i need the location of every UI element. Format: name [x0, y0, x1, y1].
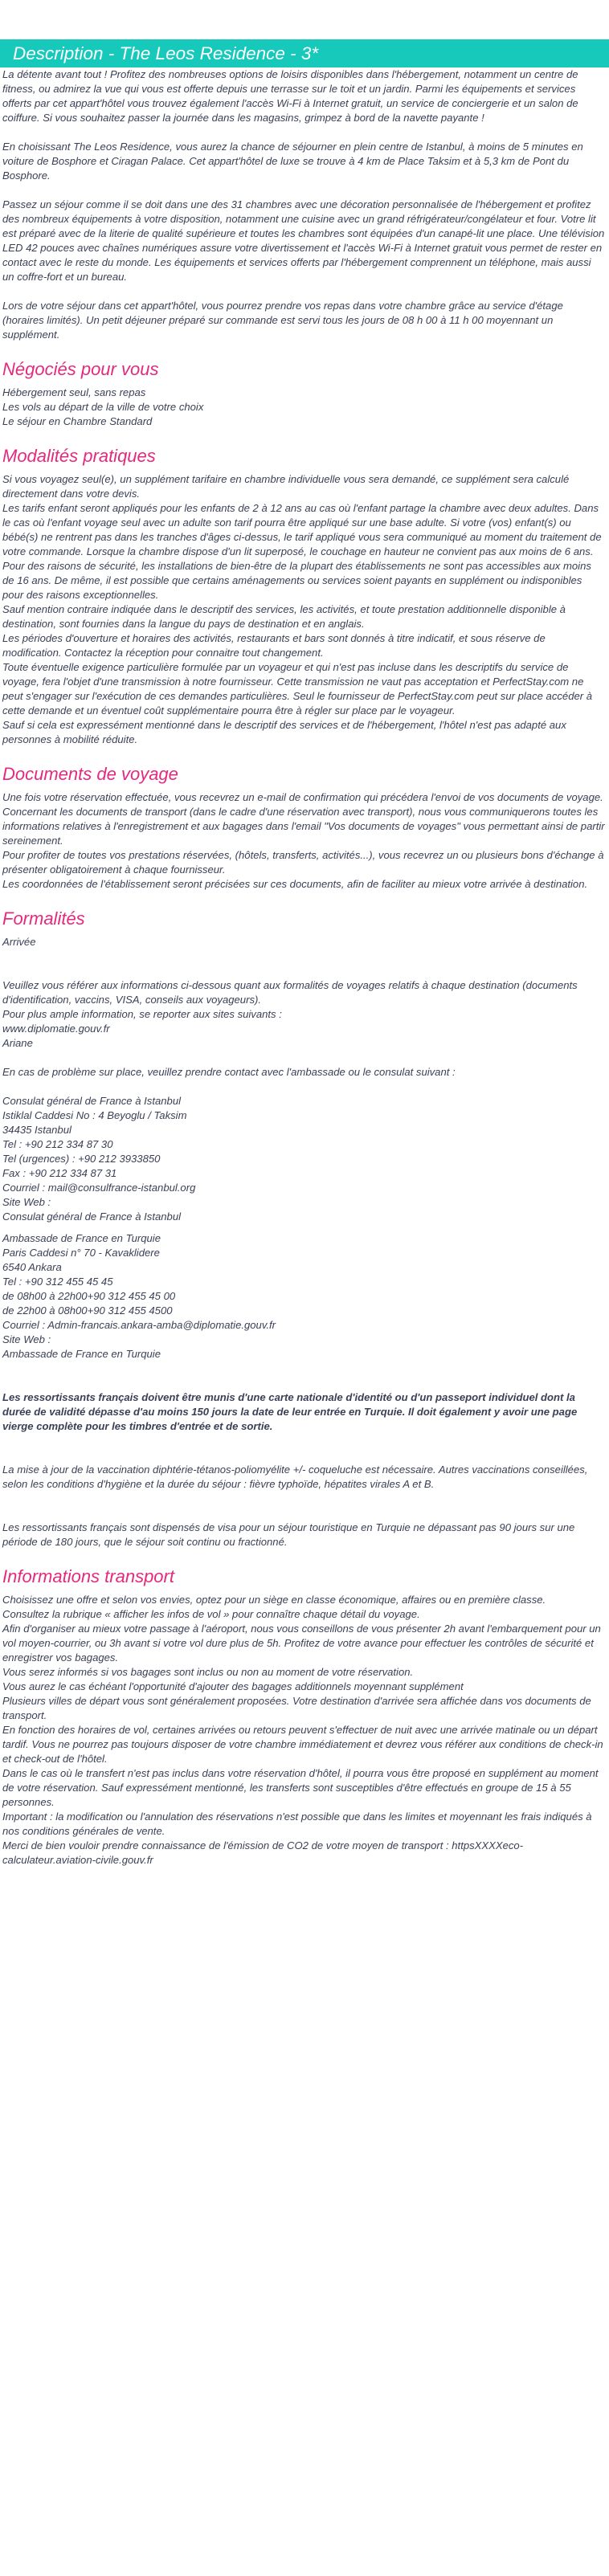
formalites-refer: Veuillez vous référer aux informations ci-dessous quant aux formalités de voyages relatifs à chaque destination (documents d'identification, vaccins, VISA, conseils aux voyageurs). Pour plus ample information, se reporter aux sites suivants : www.diplomatie.gouv.fr Ariane: [2, 979, 578, 1049]
consulat-block: Consulat général de France à Istanbul Istiklal Caddesi No : 4 Beyoglu / Taksim 34435 Istanbul Tel : +90 212 334 87 30 Tel (urgences) : +90 212 3933850 Fax : +90 212 334 87 31 Courriel : mail@consulfrance-istanbul.org Site Web : Consulat général de France à Istanbul: [2, 1095, 196, 1223]
transport-text: Choisissez une offre et selon vos envies, optez pour un siège en classe économique, affaires ou en première classe. Consultez la rubrique « afficher les infos de vol » pour connaître chaque détail du voyage. Afin d'organiser au mieux votre passage à l'aéroport, nous vous conseillons de vous présenter 2h avant l'embarquement pour un vol moyen-courrier, ou 3h avant si votre vol dure plus de 5h. Profitez de votre avance pour effectuer les contrôles de sécurité et enregistrer vos bagages. Vous serez informés si vos bagages sont inclus ou non au moment de votre réservation. Vous aurez le cas échéant l'opportunité d'ajouter des bagages additionnels moyennant supplément Plusieurs villes de départ vous sont généralement proposées. Votre destination d'arrivée sera affichée dans vos documents de transport. En fonction des horaires de vol, certaines arrivées ou retours peuvent s'effectuer de nuit avec une arrivée matinale ou un départ tardif. Vous ne pourrez pas toujours disposer de votre chambre immédiatement et devrez vous référer aux conditions de check-in et check-out de l'hôtel. Dans le cas où le transfert n'est pas inclus dans votre réservation d'hôtel, il pourra vous être proposé en supplément au moment de votre réservation. Sauf expressément mentionné, les transferts sont susceptibles d'être effectués en groupe de 15 à 55 personnes. Important : la modification ou l'annulation des réservations n'est possible que dans les limites et moyennant les frais indiqués à nos conditions générales de vente. Merci de bien vouloir prendre connaissance de l'émission de CO2 de votre moyen de transport : httpsXXXXeco-calculateur.aviation-civile.gouv.fr: [2, 1594, 603, 1866]
formalites-arrivee: Arrivée: [2, 936, 36, 948]
description-paragraph-3: Passez un séjour comme il se doit dans une des 31 chambres avec une décoration personnalisée de l'hébergement et profitez des nombreux équipements à votre disposition, notamment une cuisine avec un grand réfrigérateur/congélateur et four. Votre lit est préparé avec de la literie de qualité supérieure et toutes les chambres sont équipées d'un canapé-lit une place. Une télévision LED 42 pouces avec chaînes numériques assure votre divertissement et l'accès Wi-Fi à Internet gratuit vous permet de rester en contact avec le reste du monde. Les équipements et services offerts par l'hébergement comprennent un téléphone, mais aussi un coffre-fort et un bureau.: [2, 198, 605, 283]
description-content: [0, 67, 609, 1868]
description-paragraph-1: La détente avant tout ! Profitez des nombreuses options de loisirs disponibles dans l'hébergement, notamment un centre de fitness, ou admirez la vue qui vous est offerte depuis une terrasse sur le toit et un jardin. Parmi les équipements et services offerts par cet appart'hôtel vous trouvez également l'accès Wi-Fi à Internet gratuit, un service de conciergerie et un salon de coiffure. Si vous souhaitez passer la journée dans les magasins, grimpez à bord de la navette payante !: [2, 68, 578, 124]
documents-text: Une fois votre réservation effectuée, vous recevrez un e-mail de confirmation qui précédera l'envoi de vos documents de voyage. Concernant les documents de transport (dans le cadre d'une réservation avec transport), nous vous communiquerons toutes les informations relatives à l'enregistrement et aux bagages dans l'email "Vos documents de voyages" vous permettant ainsi de partir sereinement. Pour profiter de toutes vos prestations réservées, (hôtels, transferts, activités...), vous recevrez un ou plusieurs bons d'échange à présenter obligatoirement à chaque fournisseur. Les coordonnées de l'établissement seront précisées sur ces documents, afin de faciliter au mieux votre arrivée à destination.: [2, 791, 605, 890]
negocies-item: Le séjour en Chambre Standard: [2, 415, 153, 427]
page-title: Description - The Leos Residence - 3*: [0, 39, 609, 67]
transport-heading: Informations transport: [2, 1566, 174, 1586]
formalites-vaccination: La mise à jour de la vaccination diphtérie-tétanos-poliomyélite +/- coqueluche est nécessaire. Autres vaccinations conseillées, selon les conditions d'hygiène et la durée du séjour : fièvre typhoïde, hépatites virales A et B.: [2, 1464, 588, 1490]
formalites-probleme: En cas de problème sur place, veuillez prendre contact avec l'ambassade ou le consulat suivant :: [2, 1066, 456, 1078]
ambassade-block: Ambassade de France en Turquie Paris Caddesi n° 70 - Kavaklidere 6540 Ankara Tel : +90 312 455 45 45 de 08h00 à 22h00+90 312 455 45 00 de 22h00 à 08h00+90 312 455 4500 Courriel : Admin-francais.ankara-amba@diplomatie.gouv.fr Site Web : Ambassade de France en Turquie: [2, 1232, 276, 1360]
documents-heading: Documents de voyage: [2, 764, 178, 784]
modalites-heading: Modalités pratiques: [2, 446, 156, 466]
negocies-item: Hébergement seul, sans repas: [2, 386, 146, 398]
description-paragraph-4: Lors de votre séjour dans cet appart'hôtel, vous pourrez prendre vos repas dans votre chambre grâce au service d'étage (horaires limités). Un petit déjeuner préparé sur commande est servi tous les jours de 08 h 00 à 11 h 00 moyennant un supplément.: [2, 300, 563, 341]
description-paragraph-2: En choisissant The Leos Residence, vous aurez la chance de séjourner en plein centre de Istanbul, à moins de 5 minutes en voiture de Bosphore et Ciragan Palace. Cet appart'hôtel de luxe se trouve à 4 km de Place Taksim et à 5,3 km de Pont du Bosphore.: [2, 141, 583, 182]
formalites-heading: Formalités: [2, 908, 85, 929]
negocies-item: Les vols au départ de la ville de votre choix: [2, 401, 204, 413]
negocies-heading: Négociés pour vous: [2, 359, 159, 379]
formalites-identity-note: Les ressortissants français doivent être munis d'une carte nationale d'identité ou d'un passeport individuel dont la durée de validité dépasse d'au moins 150 jours la date de leur entrée en Turquie. Il doit également y avoir une page vierge complète pour les timbres d'entrée et de sortie.: [2, 1391, 578, 1432]
formalites-visa: Les ressortissants français sont dispensés de visa pour un séjour touristique en Turquie ne dépassant pas 90 jours sur une période de 180 jours, que le séjour soit continu ou fractionné.: [2, 1521, 575, 1548]
modalites-text: Si vous voyagez seul(e), un supplément tarifaire en chambre individuelle vous sera demandé, ce supplément sera calculé directement dans votre devis. Les tarifs enfant seront appliqués pour les enfants de 2 à 12 ans au cas où l'enfant partage la chambre avec deux adultes. Dans le cas où l'enfant voyage seul avec un adulte son tarif pourra être appliqué sur une base adulte. Si votre (vos) enfant(s) ou bébé(s) ne rentrent pas dans les tranches d'âges ci-dessus, le tarif appliqué vous sera communiqué au moment du traitement de votre commande. Lorsque la chambre dispose d'un lit superposé, le couchage en hauteur ne convient pas aux moins de 6 ans. Pour des raisons de sécurité, les installations de bien-être de la plupart des établissements ne sont pas accessibles aux moins de 16 ans. De même, il est possible que certains aménagements ou services soient payants en supplément ou indisponibles pour des raisons exceptionnelles. Sauf mention contraire indiquée dans le descriptif des services, les activités, et toute prestation additionnelle disponible à destination, sont fournies dans la langue du pays de destination et en anglais. Les périodes d'ouverture et horaires des activités, restaurants et bars sont donnés à titre indicatif, et sous réserve de modification. Contactez la réception pour connaitre tout changement. Toute éventuelle exigence particulière formulée par un voyageur et qui n'est pas incluse dans les descriptifs du service de voyage, fera l'objet d'une transmission à notre fournisseur. Cette transmission ne vaut pas acceptation et PerfectStay.com ne peut s'engager sur l'exécution de ces demandes particulières. Seul le fournisseur de PerfectStay.com peut sur place accéder à cette demande et un éventuel coût supplémentaire pourra être à régler sur place par le voyageur. Sauf si cela est expressément mentionné dans le descriptif des services et de l'hébergement, l'hôtel n'est pas adapté aux personnes à mobilité réduite.: [2, 473, 602, 745]
